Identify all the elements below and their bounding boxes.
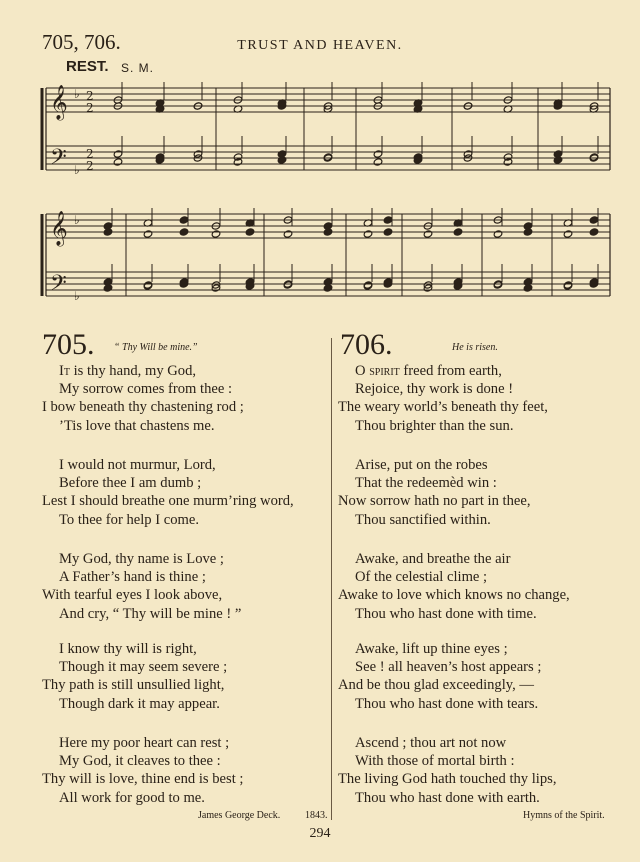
verse-line: Though dark it may appear. xyxy=(59,695,220,712)
svg-text:♭: ♭ xyxy=(74,289,80,303)
verse-line: Thou brighter than the sun. xyxy=(355,417,514,434)
hymn-705-stanza-2 xyxy=(42,456,294,529)
verse-line: Though it may seem severe ; xyxy=(59,659,228,676)
verse-line: Thou who hast done with earth. xyxy=(355,789,540,806)
verse-line: Here my poor heart can rest ; xyxy=(59,735,230,751)
verse-line: My God, it cleaves to thee : xyxy=(59,753,221,770)
verse-line: It is thy hand, my God, xyxy=(59,363,197,379)
hymn-706-stanza-3 xyxy=(338,550,570,623)
svg-text:2: 2 xyxy=(86,101,94,115)
svg-text:2: 2 xyxy=(86,147,94,161)
verse-line: Arise, put on the robes xyxy=(355,457,488,473)
verse-line: Awake, and breathe the air xyxy=(355,551,511,567)
svg-text:𝄞: 𝄞 xyxy=(50,211,68,246)
verse-line: My God, thy name is Love ; xyxy=(59,551,224,567)
verse-line: My sorrow comes from thee : xyxy=(59,381,233,398)
tune-name: REST. xyxy=(66,58,109,75)
verse-line: See ! all heaven’s host appears ; xyxy=(355,659,542,676)
verse-line-rest: is thy hand, my God, xyxy=(73,363,197,379)
section-title: TRUST AND HEAVEN. xyxy=(237,38,403,53)
hymn-705-author: James George Deck. xyxy=(198,810,281,821)
svg-text:𝄞: 𝄞 xyxy=(50,85,68,120)
hymn-705-stanza-1 xyxy=(42,362,244,435)
hymn-705-stanza-3 xyxy=(42,550,241,623)
verse-line: Ascend ; thou art not now xyxy=(355,735,507,751)
verse-line: ’Tis love that chastens me. xyxy=(59,417,215,434)
verse-line-rest: freed from earth, xyxy=(403,363,502,379)
verse-line: Thou sanctified within. xyxy=(355,511,491,528)
hymn-705-stanza-4 xyxy=(42,640,227,713)
verse-line: With tearful eyes I look above, xyxy=(42,587,223,604)
svg-text:♭: ♭ xyxy=(74,87,80,101)
verse-line: Thou who hast done with time. xyxy=(355,605,537,622)
hymn-706-stanza-2 xyxy=(338,456,531,529)
verse-line: A Father’s hand is thine ; xyxy=(59,569,206,586)
hymn-706-subtitle: He is risen. xyxy=(452,342,498,353)
hymn-706-number: 706. xyxy=(340,328,393,361)
verse-line: And be thou glad exceedingly, — xyxy=(338,677,535,694)
hymn-705-year: 1843. xyxy=(305,810,328,821)
svg-text:♭: ♭ xyxy=(74,163,80,177)
verse-line: Thou who hast done with tears. xyxy=(355,695,539,712)
verse-line: Awake, lift up thine eyes ; xyxy=(355,641,508,657)
svg-text:𝄢: 𝄢 xyxy=(50,145,67,175)
tune-meter: S. M. xyxy=(121,61,155,75)
hymn-705-number: 705. xyxy=(42,328,95,361)
hymn-706-source: Hymns of the Spirit. xyxy=(523,810,605,821)
hymn-numbers-heading: 705, 706. xyxy=(42,30,121,54)
hymn-706-stanza-5 xyxy=(338,734,556,807)
svg-text:2: 2 xyxy=(86,89,94,103)
svg-text:2: 2 xyxy=(86,159,94,173)
music-score xyxy=(38,74,618,314)
verse-line: Awake to love which knows no change, xyxy=(338,587,570,604)
verse-line: I know thy will is right, xyxy=(59,641,197,657)
verse-line: Of the celestial clime ; xyxy=(355,569,488,586)
verse-line: Rejoice, thy work is done ! xyxy=(355,381,514,398)
verse-line: Thy will is love, thine end is best ; xyxy=(42,771,244,788)
verse-line: Now sorrow hath no part in thee, xyxy=(338,493,531,510)
hymn-706-stanza-4 xyxy=(338,640,541,713)
verse-line: Lest I should breathe one murm’ring word, xyxy=(42,493,294,510)
verse-line: The living God hath touched thy lips, xyxy=(338,771,557,788)
verse-line: All work for good to me. xyxy=(59,789,205,806)
verse-line: Before thee I am dumb ; xyxy=(59,475,202,492)
verse-line: With those of mortal birth : xyxy=(355,753,515,770)
verse-line: O spirit freed from earth, xyxy=(355,363,502,379)
column-divider xyxy=(331,338,332,820)
verse-line: The weary world’s beneath thy feet, xyxy=(338,399,548,416)
verse-line: I bow beneath thy chastening rod ; xyxy=(42,399,244,416)
hymn-706-stanza-1 xyxy=(338,362,548,435)
verse-line: And cry, “ Thy will be mine ! ” xyxy=(59,605,242,622)
hymn-705-subtitle: “ Thy Will be mine.” xyxy=(114,342,198,353)
page-number: 294 xyxy=(309,826,331,841)
svg-text:𝄢: 𝄢 xyxy=(50,271,67,301)
svg-text:♭: ♭ xyxy=(74,213,80,227)
verse-line: To thee for help I come. xyxy=(59,511,199,528)
verse-line: I would not murmur, Lord, xyxy=(59,457,216,473)
verse-line: Thy path is still unsullied light, xyxy=(42,677,225,694)
verse-line: That the redeemèd win : xyxy=(355,475,497,492)
hymn-705-stanza-5 xyxy=(42,734,243,807)
